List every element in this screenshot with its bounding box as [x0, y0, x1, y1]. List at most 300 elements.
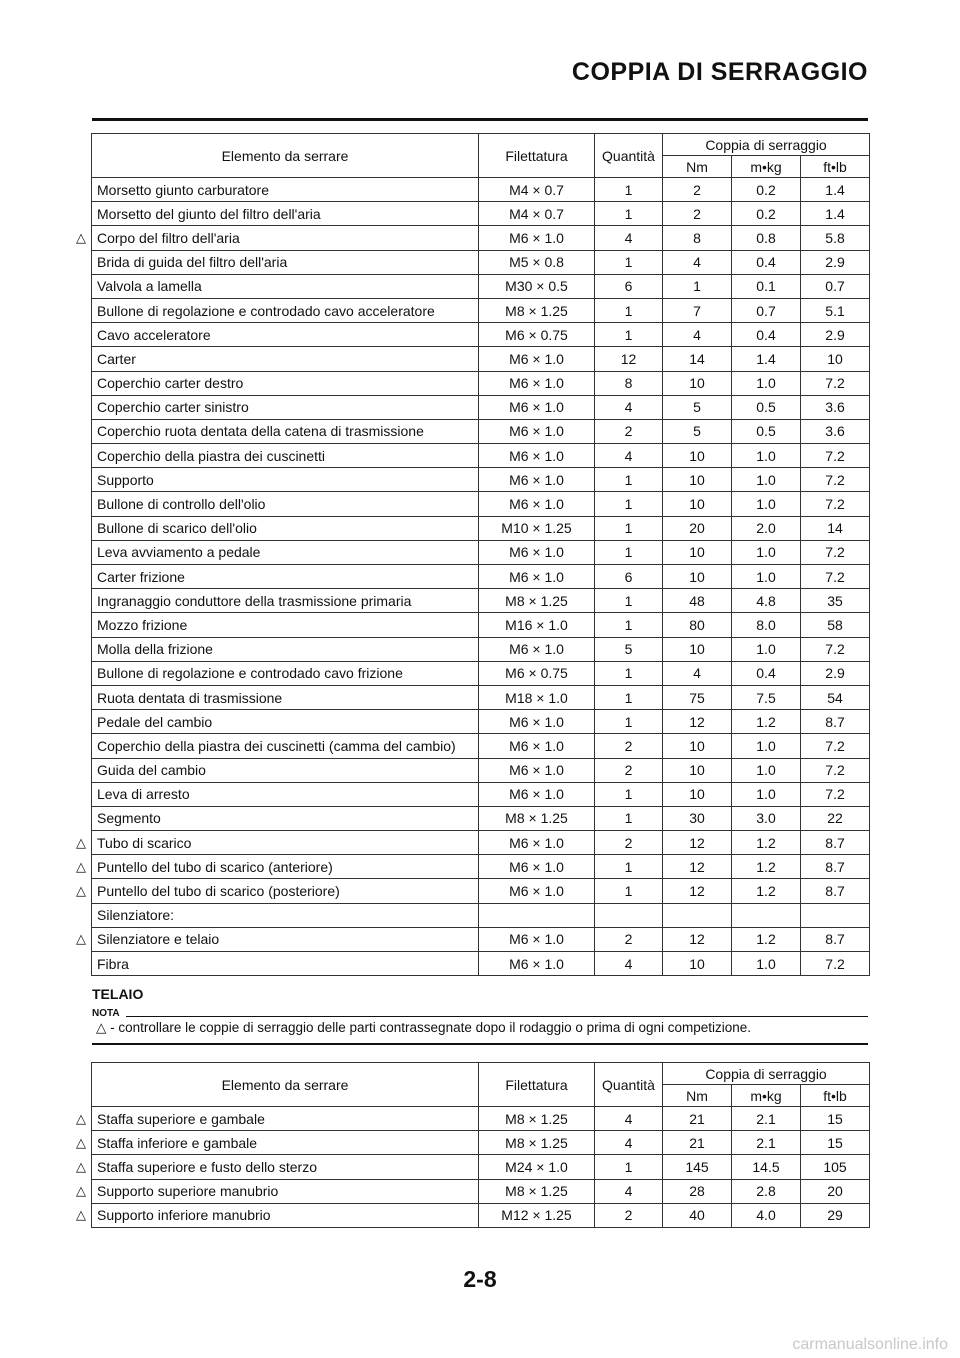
cell-qty: 6	[595, 565, 663, 589]
cell-qty: 4	[595, 1179, 663, 1203]
cell-qty: 1	[595, 661, 663, 685]
cell-ftlb: 7.2	[801, 540, 870, 564]
triangle-mark-icon: △	[76, 883, 86, 899]
cell-ftlb: 8.7	[801, 927, 870, 951]
cell-thread: M30 × 0.5	[479, 274, 595, 298]
cell-mkg: 1.0	[732, 371, 801, 395]
cell-mkg: 3.0	[732, 806, 801, 830]
cell-thread: M6 × 1.0	[479, 492, 595, 516]
table-row	[92, 952, 870, 976]
cell-qty: 5	[595, 637, 663, 661]
cell-qty: 1	[595, 468, 663, 492]
cell-thread: M6 × 1.0	[479, 879, 595, 903]
table-row	[92, 395, 870, 419]
header-thread: Filettatura	[479, 1063, 595, 1107]
cell-thread: M12 × 1.25	[479, 1203, 595, 1227]
cell-thread: M6 × 1.0	[479, 782, 595, 806]
cell-name: Coperchio carter destro	[92, 371, 479, 395]
cell-nm: 5	[663, 395, 732, 419]
cell-thread: M8 × 1.25	[479, 1131, 595, 1155]
cell-name: Silenziatore:	[92, 903, 479, 927]
triangle-mark-icon: △	[76, 229, 86, 245]
table-row	[92, 178, 870, 202]
cell-ftlb: 7.2	[801, 782, 870, 806]
cell-mkg: 1.0	[732, 492, 801, 516]
cell-mkg: 1.0	[732, 952, 801, 976]
cell-mkg: 0.8	[732, 226, 801, 250]
section-title: TELAIO	[92, 986, 144, 1002]
cell-ftlb: 5.1	[801, 298, 870, 322]
cell-mkg: 4.0	[732, 1203, 801, 1227]
cell-name: Brida di guida del filtro dell'aria	[92, 250, 479, 274]
cell-name: Silenziatore e telaio	[92, 927, 479, 951]
cell-name: Leva di arresto	[92, 782, 479, 806]
cell-qty: 1	[595, 589, 663, 613]
cell-mkg: 2.1	[732, 1131, 801, 1155]
cell-name: Morsetto del giunto del filtro dell'aria	[92, 202, 479, 226]
header-torque: Coppia di serraggio	[663, 1063, 870, 1085]
cell-qty: 1	[595, 516, 663, 540]
header-qty: Quantità	[595, 134, 663, 178]
cell-ftlb	[801, 903, 870, 927]
cell-nm: 80	[663, 613, 732, 637]
cell-ftlb: 7.2	[801, 758, 870, 782]
cell-ftlb: 7.2	[801, 734, 870, 758]
cell-nm: 10	[663, 758, 732, 782]
cell-ftlb: 7.2	[801, 565, 870, 589]
cell-nm: 10	[663, 371, 732, 395]
cell-nm: 12	[663, 855, 732, 879]
cell-thread: M18 × 1.0	[479, 685, 595, 709]
header-nm: Nm	[663, 156, 732, 178]
cell-qty: 2	[595, 831, 663, 855]
cell-name: Segmento	[92, 806, 479, 830]
cell-nm: 12	[663, 879, 732, 903]
cell-nm: 7	[663, 298, 732, 322]
cell-name: Pedale del cambio	[92, 710, 479, 734]
cell-ftlb: 3.6	[801, 395, 870, 419]
cell-qty: 1	[595, 806, 663, 830]
header-nm: Nm	[663, 1085, 732, 1107]
cell-thread: M6 × 1.0	[479, 226, 595, 250]
cell-nm: 2	[663, 178, 732, 202]
cell-ftlb: 8.7	[801, 879, 870, 903]
cell-name: Coperchio carter sinistro	[92, 395, 479, 419]
cell-ftlb: 8.7	[801, 855, 870, 879]
cell-ftlb: 3.6	[801, 419, 870, 443]
cell-ftlb: 22	[801, 806, 870, 830]
cell-ftlb: 8.7	[801, 831, 870, 855]
table-row	[92, 710, 870, 734]
cell-name: Supporto superiore manubrio	[92, 1179, 479, 1203]
cell-ftlb: 105	[801, 1155, 870, 1179]
table-row	[92, 565, 870, 589]
cell-mkg: 1.2	[732, 831, 801, 855]
cell-ftlb: 2.9	[801, 323, 870, 347]
header-ftlb: ft•lb	[801, 156, 870, 178]
cell-name: Coperchio della piastra dei cuscinetti (camma del cambio)	[92, 734, 479, 758]
cell-ftlb: 35	[801, 589, 870, 613]
triangle-mark-icon: △	[76, 1134, 86, 1150]
cell-qty: 12	[595, 347, 663, 371]
table-row	[92, 806, 870, 830]
cell-name: Bullone di controllo dell'olio	[92, 492, 479, 516]
triangle-mark-icon: △	[76, 931, 86, 947]
table-row	[92, 637, 870, 661]
header-mkg: m•kg	[732, 1085, 801, 1107]
cell-thread: M6 × 1.0	[479, 637, 595, 661]
table-row	[92, 250, 870, 274]
cell-qty: 1	[595, 323, 663, 347]
cell-name: Cavo acceleratore	[92, 323, 479, 347]
cell-qty: 4	[595, 444, 663, 468]
table-row	[92, 347, 870, 371]
cell-nm: 12	[663, 710, 732, 734]
cell-thread: M6 × 1.0	[479, 734, 595, 758]
cell-ftlb: 7.2	[801, 637, 870, 661]
cell-name: Bullone di regolazione e controdado cavo acceleratore	[92, 298, 479, 322]
cell-qty: 8	[595, 371, 663, 395]
cell-thread: M8 × 1.25	[479, 1179, 595, 1203]
cell-qty: 4	[595, 952, 663, 976]
cell-mkg: 0.7	[732, 298, 801, 322]
cell-qty: 1	[595, 782, 663, 806]
cell-mkg: 8.0	[732, 613, 801, 637]
cell-thread: M6 × 1.0	[479, 758, 595, 782]
cell-mkg: 1.2	[732, 879, 801, 903]
cell-name: Morsetto giunto carburatore	[92, 178, 479, 202]
cell-ftlb: 7.2	[801, 371, 870, 395]
cell-name: Puntello del tubo di scarico (posteriore)	[92, 879, 479, 903]
cell-ftlb: 7.2	[801, 492, 870, 516]
cell-qty: 1	[595, 492, 663, 516]
cell-thread: M10 × 1.25	[479, 516, 595, 540]
cell-mkg: 7.5	[732, 685, 801, 709]
cell-qty: 2	[595, 734, 663, 758]
table-row	[92, 758, 870, 782]
cell-mkg: 0.4	[732, 250, 801, 274]
cell-thread: M8 × 1.25	[479, 589, 595, 613]
nota-text: △ - controllare le coppie di serraggio delle parti contrassegnate dopo il rodaggio o prima di ogni competizione.	[96, 1020, 752, 1035]
cell-mkg: 0.4	[732, 323, 801, 347]
cell-mkg: 1.4	[732, 347, 801, 371]
cell-nm: 10	[663, 734, 732, 758]
cell-name: Bullone di scarico dell'olio	[92, 516, 479, 540]
triangle-mark-icon: △	[76, 1183, 86, 1199]
cell-mkg: 2.0	[732, 516, 801, 540]
table-row	[92, 202, 870, 226]
header-element: Elemento da serrare	[92, 1063, 479, 1107]
cell-mkg: 0.4	[732, 661, 801, 685]
cell-qty: 2	[595, 1203, 663, 1227]
cell-nm: 10	[663, 565, 732, 589]
cell-nm: 21	[663, 1107, 732, 1131]
table-row	[92, 1131, 870, 1155]
cell-qty: 1	[595, 855, 663, 879]
cell-nm: 21	[663, 1131, 732, 1155]
cell-mkg: 1.0	[732, 468, 801, 492]
cell-thread	[479, 903, 595, 927]
table-row	[92, 782, 870, 806]
cell-name: Staffa superiore e gambale	[92, 1107, 479, 1131]
cell-qty: 1	[595, 250, 663, 274]
cell-mkg: 1.0	[732, 637, 801, 661]
cell-mkg: 0.2	[732, 202, 801, 226]
cell-mkg: 0.2	[732, 178, 801, 202]
cell-name: Ruota dentata di trasmissione	[92, 685, 479, 709]
nota-label: NOTA	[92, 1008, 120, 1019]
cell-ftlb: 8.7	[801, 710, 870, 734]
cell-ftlb: 10	[801, 347, 870, 371]
cell-mkg: 0.5	[732, 419, 801, 443]
table-row	[92, 1155, 870, 1179]
cell-thread: M16 × 1.0	[479, 613, 595, 637]
cell-qty	[595, 903, 663, 927]
cell-name: Fibra	[92, 952, 479, 976]
cell-thread: M8 × 1.25	[479, 298, 595, 322]
triangle-mark-icon: △	[76, 1207, 86, 1223]
table-row	[92, 226, 870, 250]
cell-qty: 1	[595, 540, 663, 564]
table-row	[92, 274, 870, 298]
table-row	[92, 1179, 870, 1203]
cell-nm: 4	[663, 323, 732, 347]
table-row	[92, 298, 870, 322]
cell-thread: M6 × 1.0	[479, 419, 595, 443]
table-row	[92, 685, 870, 709]
cell-thread: M6 × 1.0	[479, 540, 595, 564]
cell-nm: 4	[663, 661, 732, 685]
engine-table-body	[92, 178, 870, 976]
cell-ftlb: 15	[801, 1131, 870, 1155]
cell-qty: 2	[595, 927, 663, 951]
cell-nm: 40	[663, 1203, 732, 1227]
table-row	[92, 540, 870, 564]
cell-nm: 145	[663, 1155, 732, 1179]
cell-ftlb: 2.9	[801, 661, 870, 685]
cell-mkg: 1.2	[732, 927, 801, 951]
cell-ftlb: 58	[801, 613, 870, 637]
cell-name: Coperchio della piastra dei cuscinetti	[92, 444, 479, 468]
cell-ftlb: 29	[801, 1203, 870, 1227]
cell-ftlb: 20	[801, 1179, 870, 1203]
cell-qty: 1	[595, 685, 663, 709]
cell-nm: 10	[663, 444, 732, 468]
cell-nm: 4	[663, 250, 732, 274]
cell-name: Staffa superiore e fusto dello sterzo	[92, 1155, 479, 1179]
cell-mkg: 2.8	[732, 1179, 801, 1203]
cell-mkg: 4.8	[732, 589, 801, 613]
table-row	[92, 419, 870, 443]
cell-nm: 2	[663, 202, 732, 226]
cell-name: Staffa inferiore e gambale	[92, 1131, 479, 1155]
header-mkg: m•kg	[732, 156, 801, 178]
cell-ftlb: 7.2	[801, 952, 870, 976]
cell-nm: 10	[663, 637, 732, 661]
cell-thread: M6 × 1.0	[479, 347, 595, 371]
cell-nm: 48	[663, 589, 732, 613]
cell-ftlb: 7.2	[801, 468, 870, 492]
watermark: carmanualsonline.info	[792, 1336, 948, 1353]
cell-name: Guida del cambio	[92, 758, 479, 782]
cell-ftlb: 2.9	[801, 250, 870, 274]
triangle-mark-icon: △	[76, 1158, 86, 1174]
cell-nm: 10	[663, 952, 732, 976]
cell-qty: 4	[595, 1107, 663, 1131]
cell-name: Coperchio ruota dentata della catena di trasmissione	[92, 419, 479, 443]
cell-nm: 10	[663, 782, 732, 806]
cell-thread: M5 × 0.8	[479, 250, 595, 274]
table-row	[92, 879, 870, 903]
table-row	[92, 1107, 870, 1131]
nota-bottom-rule	[92, 1043, 868, 1045]
cell-thread: M8 × 1.25	[479, 1107, 595, 1131]
table-row	[92, 1203, 870, 1227]
header-torque: Coppia di serraggio	[663, 134, 870, 156]
table-row	[92, 468, 870, 492]
cell-nm: 8	[663, 226, 732, 250]
cell-qty: 1	[595, 202, 663, 226]
table-row	[92, 444, 870, 468]
cell-qty: 1	[595, 710, 663, 734]
cell-name: Mozzo frizione	[92, 613, 479, 637]
cell-name: Carter	[92, 347, 479, 371]
table-row	[92, 734, 870, 758]
cell-thread: M4 × 0.7	[479, 178, 595, 202]
cell-nm: 10	[663, 540, 732, 564]
cell-qty: 1	[595, 613, 663, 637]
cell-name: Supporto	[92, 468, 479, 492]
cell-ftlb: 54	[801, 685, 870, 709]
page-number: 2-8	[463, 1266, 497, 1292]
cell-thread: M6 × 0.75	[479, 323, 595, 347]
table-row	[92, 855, 870, 879]
cell-name: Molla della frizione	[92, 637, 479, 661]
cell-thread: M6 × 1.0	[479, 371, 595, 395]
cell-ftlb: 7.2	[801, 444, 870, 468]
cell-thread: M6 × 1.0	[479, 468, 595, 492]
cell-thread: M8 × 1.25	[479, 806, 595, 830]
cell-ftlb: 5.8	[801, 226, 870, 250]
cell-nm: 20	[663, 516, 732, 540]
page-title: COPPIA DI SERRAGGIO	[571, 58, 868, 86]
cell-qty: 1	[595, 178, 663, 202]
triangle-mark-icon: △	[76, 1110, 86, 1126]
cell-nm	[663, 903, 732, 927]
header-qty: Quantità	[595, 1063, 663, 1107]
cell-mkg: 1.2	[732, 855, 801, 879]
cell-nm: 10	[663, 468, 732, 492]
cell-name: Leva avviamento a pedale	[92, 540, 479, 564]
cell-qty: 2	[595, 758, 663, 782]
cell-mkg: 1.0	[732, 565, 801, 589]
cell-nm: 12	[663, 831, 732, 855]
table-row	[92, 492, 870, 516]
header-ftlb: ft•lb	[801, 1085, 870, 1107]
table-row	[92, 516, 870, 540]
cell-nm: 14	[663, 347, 732, 371]
cell-name: Corpo del filtro dell'aria	[92, 226, 479, 250]
cell-qty: 1	[595, 298, 663, 322]
cell-mkg	[732, 903, 801, 927]
cell-thread: M6 × 1.0	[479, 855, 595, 879]
cell-ftlb: 0.7	[801, 274, 870, 298]
cell-qty: 6	[595, 274, 663, 298]
engine-torque-table	[91, 133, 870, 976]
cell-name: Bullone di regolazione e controdado cavo frizione	[92, 661, 479, 685]
cell-thread: M6 × 1.0	[479, 444, 595, 468]
cell-ftlb: 1.4	[801, 178, 870, 202]
header-thread: Filettatura	[479, 134, 595, 178]
cell-thread: M4 × 0.7	[479, 202, 595, 226]
cell-nm: 28	[663, 1179, 732, 1203]
cell-ftlb: 15	[801, 1107, 870, 1131]
cell-nm: 10	[663, 492, 732, 516]
cell-nm: 30	[663, 806, 732, 830]
cell-mkg: 2.1	[732, 1107, 801, 1131]
cell-name: Supporto inferiore manubrio	[92, 1203, 479, 1227]
cell-qty: 2	[595, 419, 663, 443]
triangle-mark-icon: △	[76, 858, 86, 874]
cell-name: Tubo di scarico	[92, 831, 479, 855]
cell-thread: M6 × 1.0	[479, 710, 595, 734]
cell-name: Carter frizione	[92, 565, 479, 589]
cell-ftlb: 14	[801, 516, 870, 540]
triangle-mark-icon: △	[76, 834, 86, 850]
cell-qty: 4	[595, 1131, 663, 1155]
cell-mkg: 14.5	[732, 1155, 801, 1179]
cell-mkg: 1.0	[732, 540, 801, 564]
header-element: Elemento da serrare	[92, 134, 479, 178]
table-row	[92, 613, 870, 637]
table-row	[92, 323, 870, 347]
cell-mkg: 1.0	[732, 444, 801, 468]
cell-mkg: 1.0	[732, 758, 801, 782]
cell-name: Valvola a lamella	[92, 274, 479, 298]
table-row	[92, 589, 870, 613]
cell-mkg: 0.5	[732, 395, 801, 419]
table-row	[92, 371, 870, 395]
cell-thread: M6 × 1.0	[479, 831, 595, 855]
cell-nm: 12	[663, 927, 732, 951]
frame-table-body	[92, 1107, 870, 1228]
cell-ftlb: 1.4	[801, 202, 870, 226]
title-rule	[92, 118, 868, 121]
cell-nm: 5	[663, 419, 732, 443]
cell-mkg: 1.0	[732, 734, 801, 758]
table-row	[92, 661, 870, 685]
cell-thread: M24 × 1.0	[479, 1155, 595, 1179]
cell-qty: 4	[595, 226, 663, 250]
cell-nm: 1	[663, 274, 732, 298]
cell-thread: M6 × 0.75	[479, 661, 595, 685]
cell-nm: 75	[663, 685, 732, 709]
cell-thread: M6 × 1.0	[479, 565, 595, 589]
cell-qty: 4	[595, 395, 663, 419]
cell-thread: M6 × 1.0	[479, 927, 595, 951]
cell-qty: 1	[595, 879, 663, 903]
table-row	[92, 903, 870, 927]
table-row	[92, 927, 870, 951]
cell-qty: 1	[595, 1155, 663, 1179]
nota-rule	[126, 1016, 868, 1017]
cell-mkg: 0.1	[732, 274, 801, 298]
frame-torque-table	[91, 1062, 870, 1228]
cell-mkg: 1.0	[732, 782, 801, 806]
cell-name: Ingranaggio conduttore della trasmissione primaria	[92, 589, 479, 613]
cell-thread: M6 × 1.0	[479, 952, 595, 976]
table-row	[92, 831, 870, 855]
